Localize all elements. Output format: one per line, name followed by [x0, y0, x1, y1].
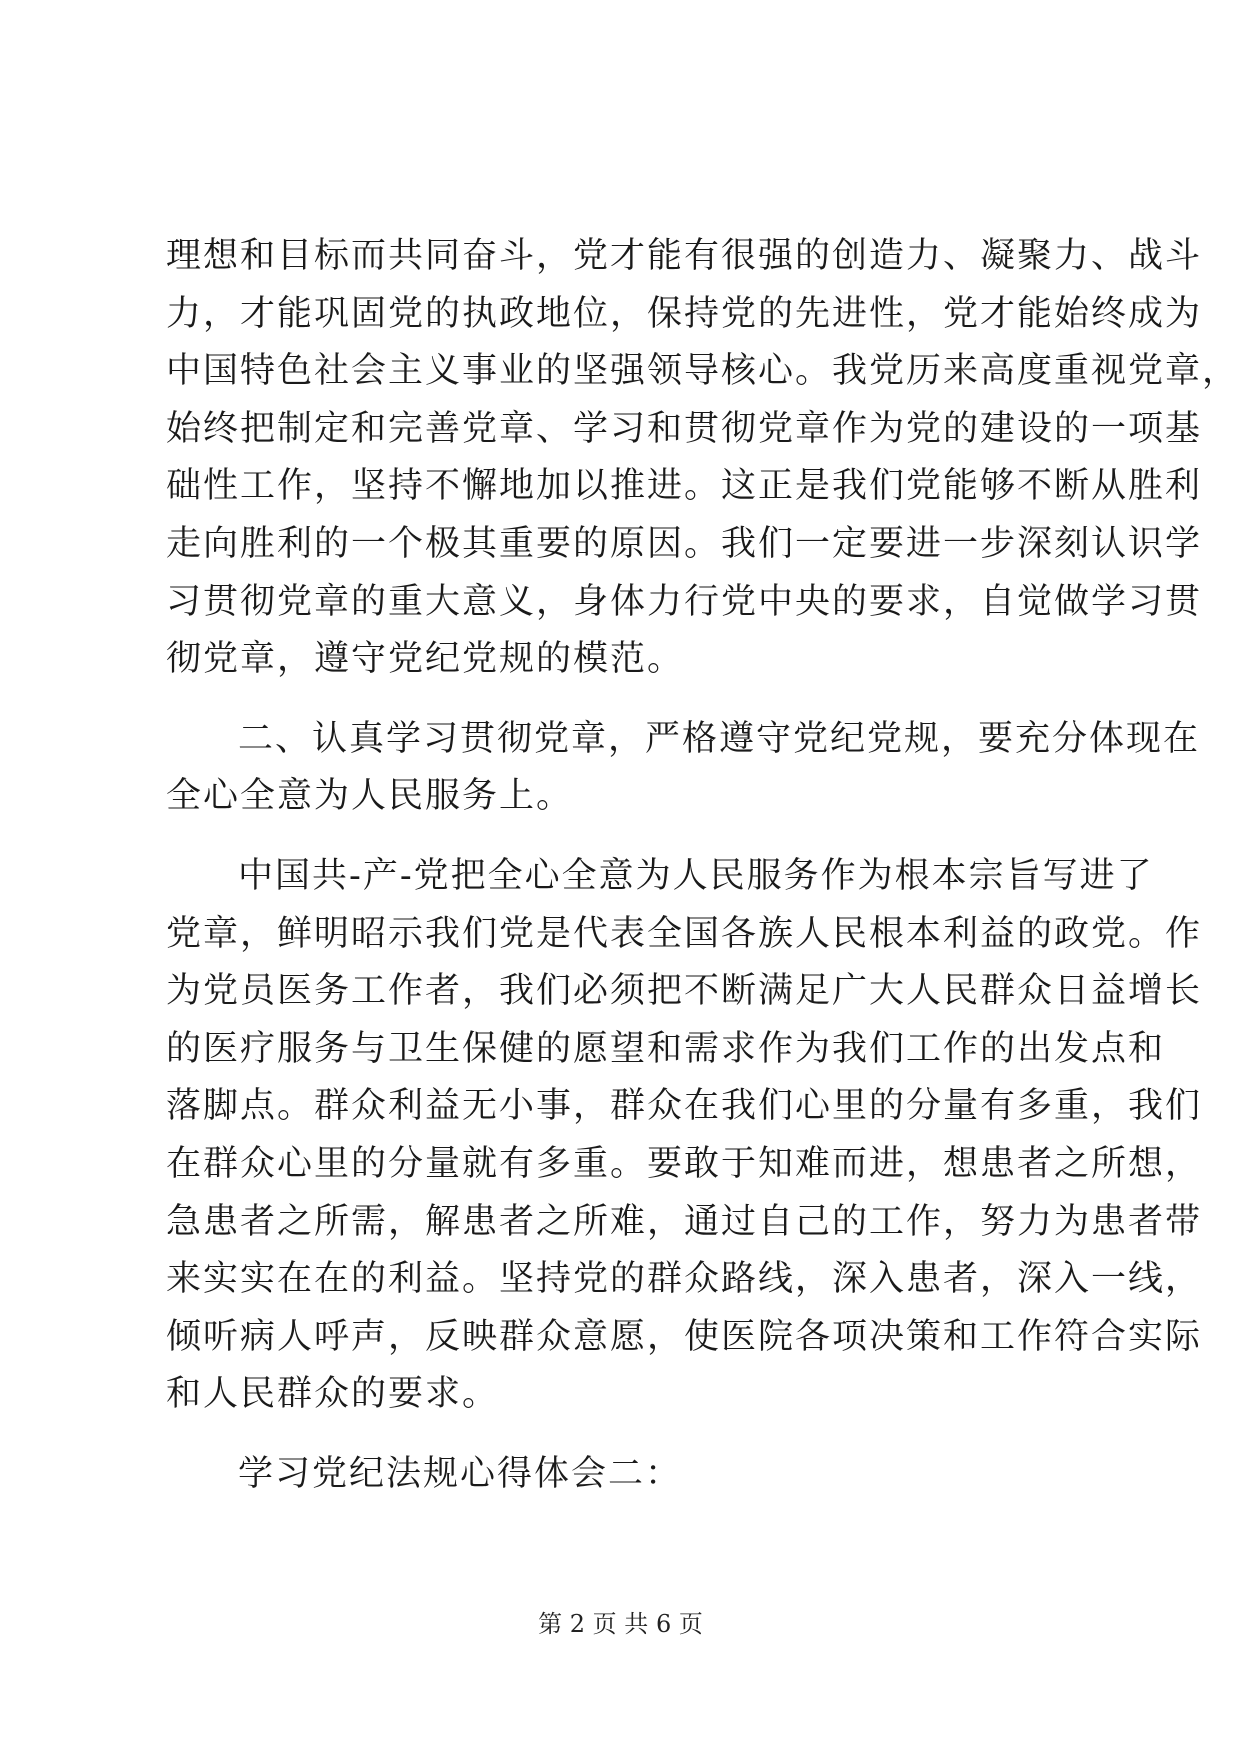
paragraph-line: 在群众心里的分量就有多重。要敢于知难而进，想患者之所想，: [166, 1143, 1203, 1184]
section-title: [166, 1446, 1126, 1504]
paragraph-line: 的医疗服务与卫生保健的愿望和需求作为我们工作的出发点和: [166, 1028, 1166, 1069]
paragraph-line: 理想和目标而共同奋斗，党才能有很强的创造力、凝聚力、战斗: [166, 236, 1203, 276]
heading-line: 全心全意为人民服务上。: [166, 776, 574, 817]
page-indicator: 第 2 页 共 6 页: [538, 1610, 703, 1638]
paragraph-line: 倾听病人呼声，反映群众意愿，使医院各项决策和工作符合实际: [166, 1316, 1203, 1357]
paragraph-line: 急患者之所需，解患者之所难，通过自己的工作，努力为患者带: [166, 1201, 1203, 1242]
paragraph-line: 来实实在在的利益。坚持党的群众路线，深入患者，深入一线，: [166, 1259, 1203, 1300]
paragraph-line: 习贯彻党章的重大意义，身体力行党中央的要求，自觉做学习贯: [166, 581, 1203, 622]
paragraph-1: [166, 228, 1240, 689]
paragraph-line: 础性工作，坚持不懈地加以推进。这正是我们党能够不断从胜利: [166, 466, 1203, 507]
paragraph-line: 中国共-产-党把全心全意为人民服务作为根本宗旨写进了: [238, 855, 1154, 896]
heading-line: 二、认真学习贯彻党章，严格遵守党纪党规，要充分体现在: [238, 718, 1201, 759]
document-body: [166, 228, 1240, 1503]
paragraph-line: 彻党章，遵守党纪党规的模范。: [166, 639, 685, 680]
paragraph-line: 中国特色社会主义事业的坚强领导核心。我党历来高度重视党章，: [166, 351, 1240, 392]
paragraph-line: 始终把制定和完善党章、学习和贯彻党章作为党的建设的一项基: [166, 408, 1203, 449]
page-footer: [0, 1604, 1241, 1639]
paragraph-line: 为党员医务工作者，我们必须把不断满足广大人民群众日益增长: [166, 971, 1203, 1012]
paragraph-line: 落脚点。群众利益无小事，群众在我们心里的分量有多重，我们: [166, 1086, 1203, 1127]
paragraph-line: 力，才能巩固党的执政地位，保持党的先进性，党才能始终成为: [166, 293, 1203, 334]
section-title-text: 学习党纪法规心得体会二：: [238, 1453, 683, 1494]
section-heading-2: [166, 711, 1201, 826]
paragraph-line: 走向胜利的一个极其重要的原因。我们一定要进一步深刻认识学: [166, 523, 1203, 564]
paragraph-line: 党章，鲜明昭示我们党是代表全国各族人民根本利益的政党。作: [166, 913, 1203, 954]
paragraph-2: [166, 848, 1203, 1424]
paragraph-line: 和人民群众的要求。: [166, 1374, 500, 1415]
